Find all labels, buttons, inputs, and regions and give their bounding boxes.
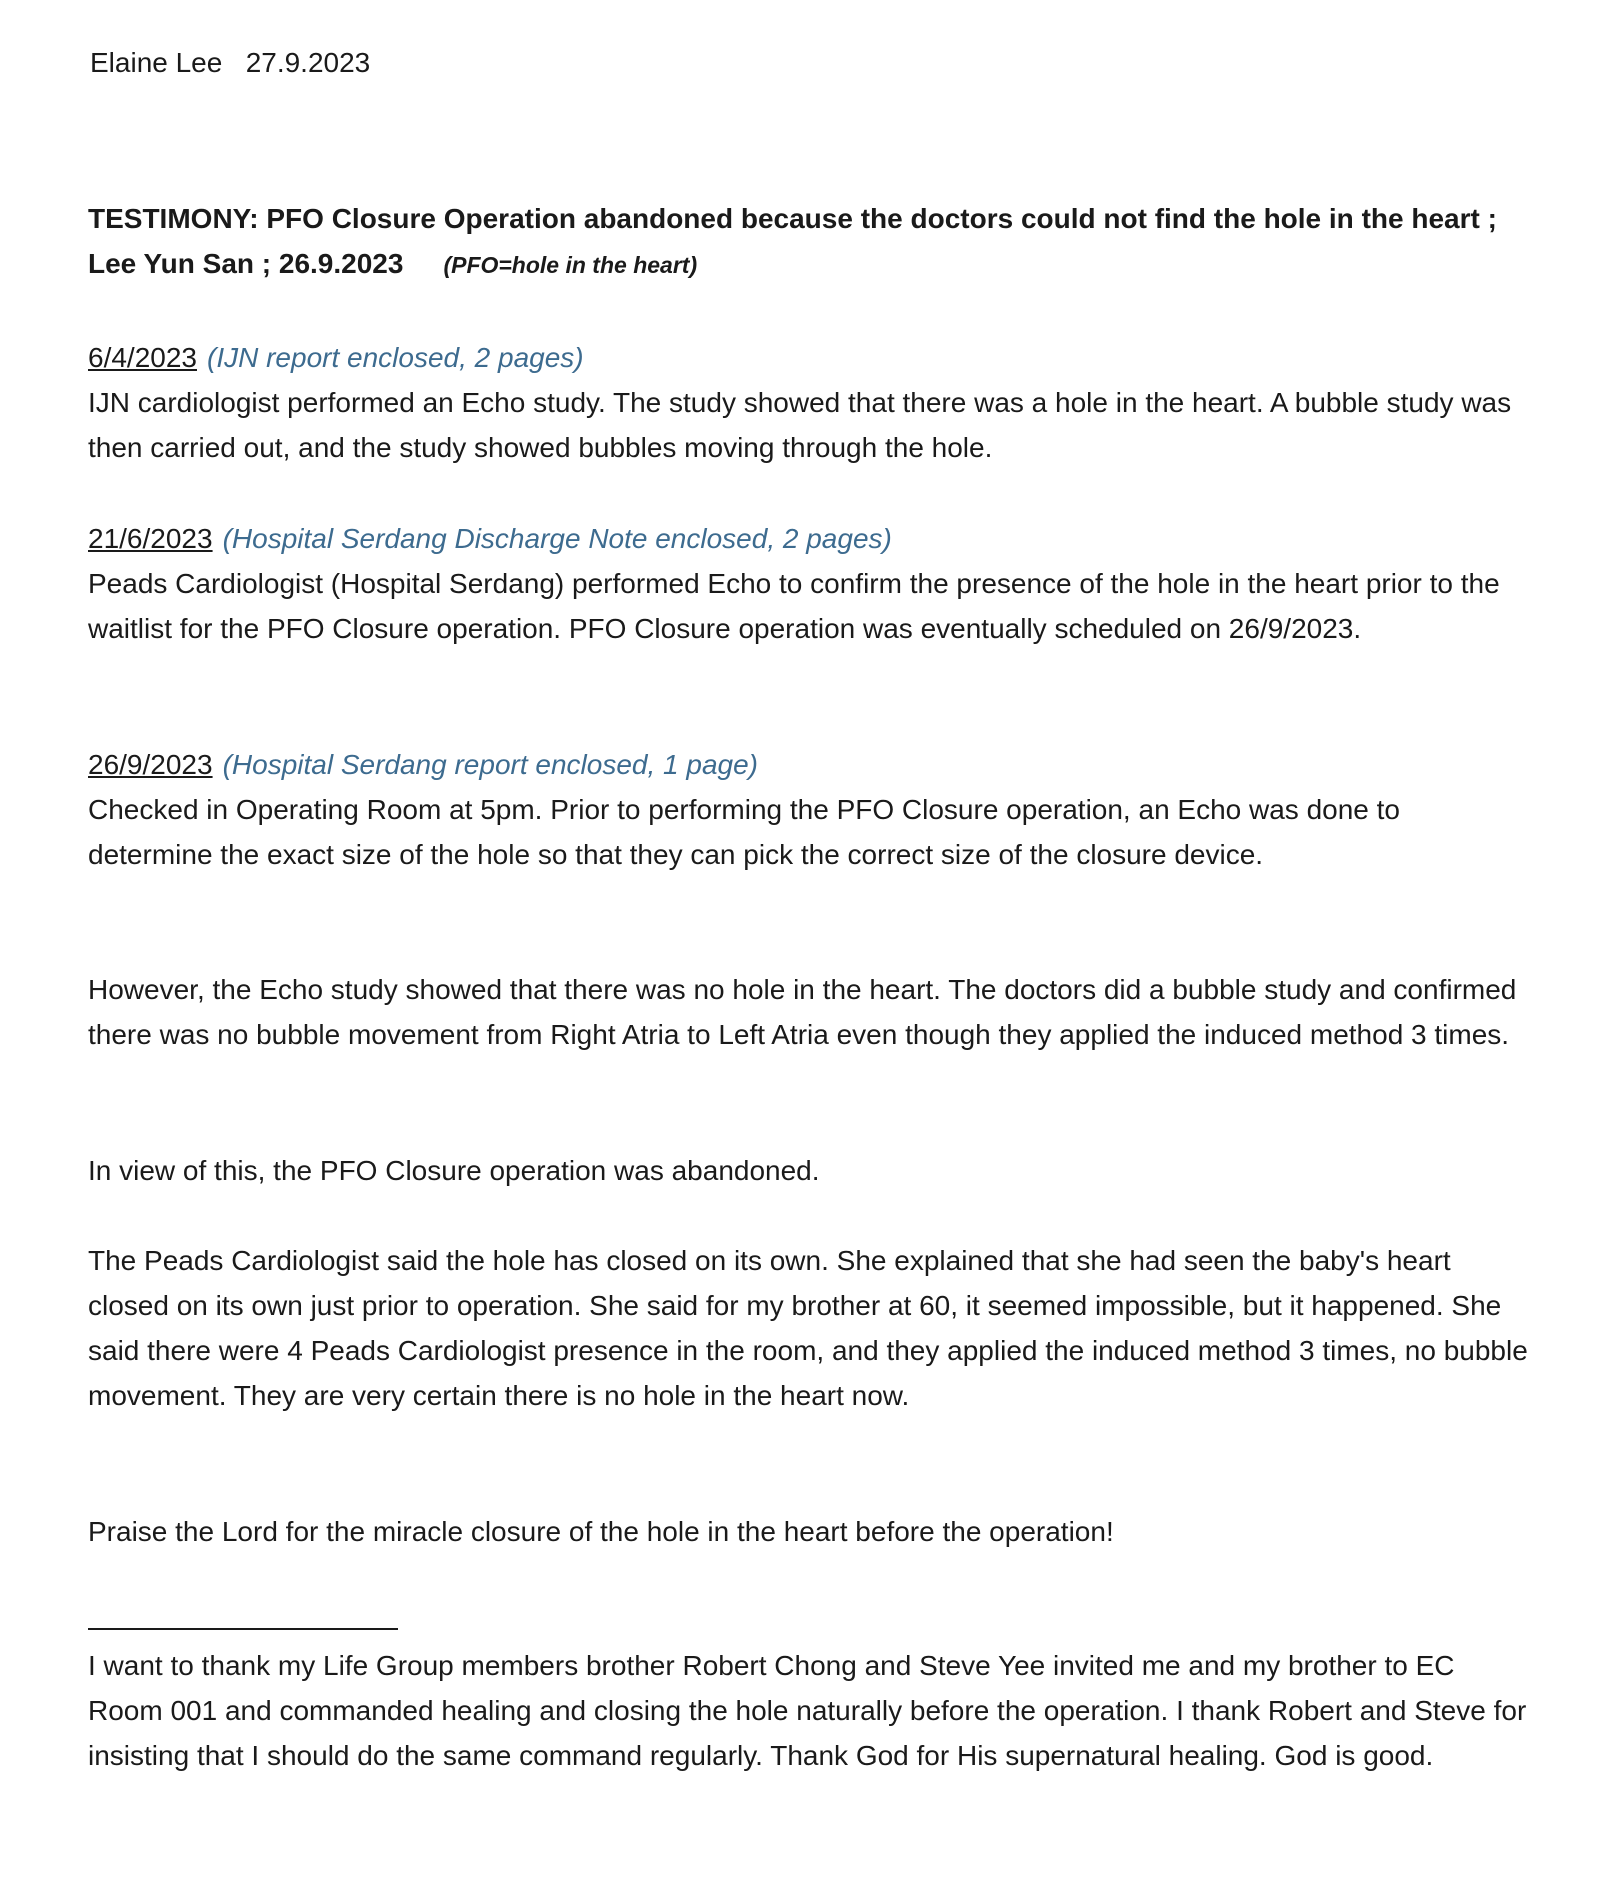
paragraph-3: The Peads Cardiologist said the hole has closed on its own. She explained that she had seen the baby's heart closed on its own just prior to operation. She said for my brother at 60, it seemed impossible, but it happened. She said there were 4 Peads Cardiologist presence in the room, and they applied the induced method 3 times, no bubble movement. They are very certain there is no hole in the heart now. [88, 1245, 1528, 1411]
entry-1-heading [88, 335, 1528, 380]
entry-1 [88, 335, 1528, 470]
paragraph-2: In view of this, the PFO Closure operation was abandoned. [88, 1155, 820, 1186]
entry-3-ref: (Hospital Serdang report enclosed, 1 page) [222, 749, 759, 780]
document-title [88, 196, 1528, 288]
footnote-divider [88, 1628, 398, 1630]
title-text: TESTIMONY: PFO Closure Operation abandoned because the doctors could not find the hole in the heart ; Lee Yun San ; 26.9.2023 [88, 203, 1497, 279]
header-line [90, 40, 1530, 85]
entry-2-date: 21/6/2023 [88, 523, 213, 554]
entry-3-heading [88, 742, 1528, 787]
header-date: 27.9.2023 [245, 47, 371, 78]
entry-1-body: IJN cardiologist performed an Echo study. The study showed that there was a hole in the heart. A bubble study was then carried out, and the study showed bubbles moving through the hole. [88, 387, 1512, 463]
entry-2-body: Peads Cardiologist (Hospital Serdang) performed Echo to confirm the presence of the hole in the heart prior to the waitlist for the PFO Closure operation. PFO Closure operation was eventually scheduled on 26/9/2023. [88, 568, 1500, 644]
entry-3 [88, 742, 1528, 877]
entry-3-body: Checked in Operating Room at 5pm. Prior to performing the PFO Closure operation, an Echo was done to determine the exact size of the hole so that they can pick the correct size of the closure device. [88, 794, 1401, 870]
entry-3-date: 26/9/2023 [88, 749, 213, 780]
title-note: (PFO=hole in the heart) [443, 252, 698, 278]
entry-2 [88, 516, 1528, 651]
entry-2-ref: (Hospital Serdang Discharge Note enclosed, 2 pages) [222, 523, 892, 554]
author-name: Elaine Lee [90, 47, 223, 78]
footnote: I want to thank my Life Group members brother Robert Chong and Steve Yee invited me and my brother to EC Room 001 and commanded healing and closing the hole naturally before the operation. I thank Robert and Steve for insisting that I should do the same command regularly. Thank God for His supernatural healing. God is good. [88, 1650, 1527, 1771]
entry-1-date: 6/4/2023 [88, 342, 197, 373]
entry-2-heading [88, 516, 1528, 561]
paragraph-1: However, the Echo study showed that there was no hole in the heart. The doctors did a bubble study and confirmed there was no bubble movement from Right Atria to Left Atria even though they applied the induced method 3 times. [88, 974, 1517, 1050]
entry-1-ref: (IJN report enclosed, 2 pages) [207, 342, 584, 373]
paragraph-4: Praise the Lord for the miracle closure of the hole in the heart before the operation! [88, 1516, 1114, 1547]
